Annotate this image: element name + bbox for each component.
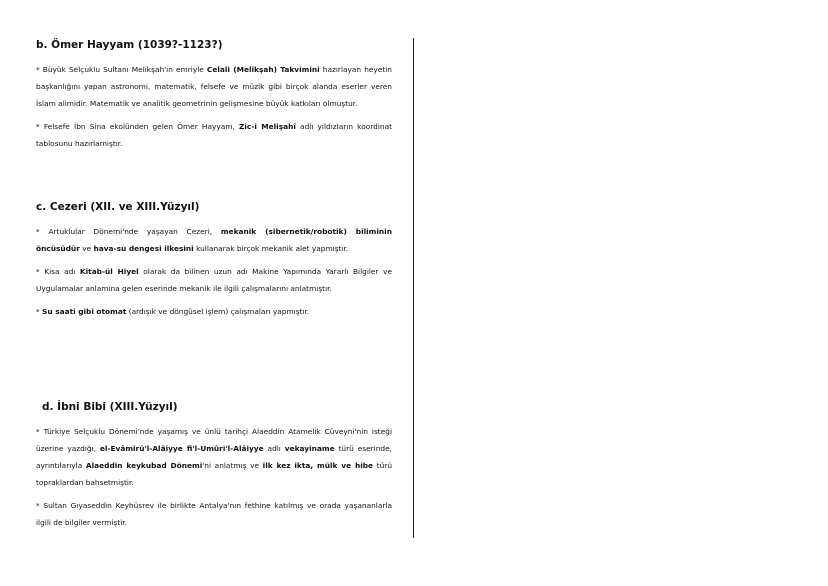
text-run: türü topraklardan bahsetmiştir. bbox=[36, 461, 392, 487]
paragraph bbox=[36, 118, 392, 152]
bold-text: Zic-i Melişahî bbox=[239, 122, 296, 131]
bold-text: Kitab-ül Hiyel bbox=[79, 267, 139, 276]
text-run: 'ni anlatmış ve bbox=[202, 461, 263, 470]
bold-text: el-Evâmirü'l-Alâiyye fi'l-Umûri'l-Alâiyye bbox=[99, 444, 264, 453]
text-run: (ardışık ve döngüsel işlem) çalışmaları yapmıştır. bbox=[126, 307, 310, 316]
paragraph bbox=[36, 303, 392, 320]
text-run: türü eserinde, ayrıntılarıyla bbox=[36, 444, 392, 470]
text-run: * Artuklular Dönemi'nde yaşayan Cezeri, bbox=[36, 227, 221, 236]
text-run: * Kısa adı bbox=[36, 267, 80, 276]
paragraph bbox=[36, 263, 392, 297]
section-cezeri bbox=[36, 200, 392, 320]
paragraph bbox=[36, 423, 392, 491]
section-omer-hayyam bbox=[36, 38, 392, 152]
section-ibni-bibi bbox=[36, 400, 392, 531]
bold-text: ilk kez ikta, mülk ve hibe bbox=[262, 461, 374, 470]
text-run: hazırlayan heyetin başkanlığını yapan astronomi, matematik, felsefe ve müzik gibi birçok alanda eserler veren İslam alimidir. Matematik ve analitik geometrinin gelişmesine büyük katkıları olmuştur. bbox=[36, 65, 392, 108]
bold-text: Alaeddin keykubad Dönemi bbox=[85, 461, 203, 470]
bold-text: mekanik (sibernetik/robotik) biliminin öncüsüdür bbox=[36, 227, 392, 253]
text-run: adlı yıldızların koordinat tablosunu hazırlamıştır. bbox=[36, 122, 393, 148]
text-run: * Büyük Selçuklu Sultanı Melikşah'ın emriyle bbox=[36, 65, 207, 74]
paragraph bbox=[36, 497, 392, 531]
text-run: olarak da bilinen uzun adı Makine Yapımında Yararlı Bilgiler ve Uygulamalar anlamına gelen eserinde mekanik ile ilgili çalışmalarını anlatmıştır. bbox=[36, 267, 392, 293]
text-run: kullanarak birçok mekanik alet yapmıştır. bbox=[193, 244, 349, 253]
bold-text: hava-su dengesi ilkesini bbox=[93, 244, 194, 253]
text-run: adlı bbox=[263, 444, 285, 453]
bold-text: Celali (Melikşah) Takvimini bbox=[206, 65, 320, 74]
column-divider bbox=[413, 38, 414, 538]
text-run: * bbox=[36, 307, 43, 316]
bold-text: vekayiname bbox=[284, 444, 335, 453]
paragraph bbox=[36, 61, 392, 112]
bold-text: Su saati gibi otomat bbox=[42, 307, 127, 316]
section-heading: d. İbni Bibi (XIII.Yüzyıl) bbox=[42, 401, 178, 413]
text-run: * Türkiye Selçuklu Dönemi'nde yaşamış ve ünlü tarihçi Alaeddin Atamelik Cüveyni'nin isteği üzerine yazdığı, bbox=[36, 427, 392, 453]
text-run: ve bbox=[79, 244, 94, 253]
text-run: * Sultan Gıyaseddin Keyhüsrev ile birlikte Antalya'nın fethine katılmış ve orada yaşananlarla ilgili de bilgiler vermiştir. bbox=[36, 501, 392, 527]
section-heading: b. Ömer Hayyam (1039?-1123?) bbox=[36, 39, 223, 51]
text-run: * Felsefe İbn Sina ekolünden gelen Ömer Hayyam, bbox=[36, 122, 239, 131]
paragraph bbox=[36, 223, 392, 257]
section-heading: c. Cezeri (XII. ve XIII.Yüzyıl) bbox=[36, 201, 200, 213]
